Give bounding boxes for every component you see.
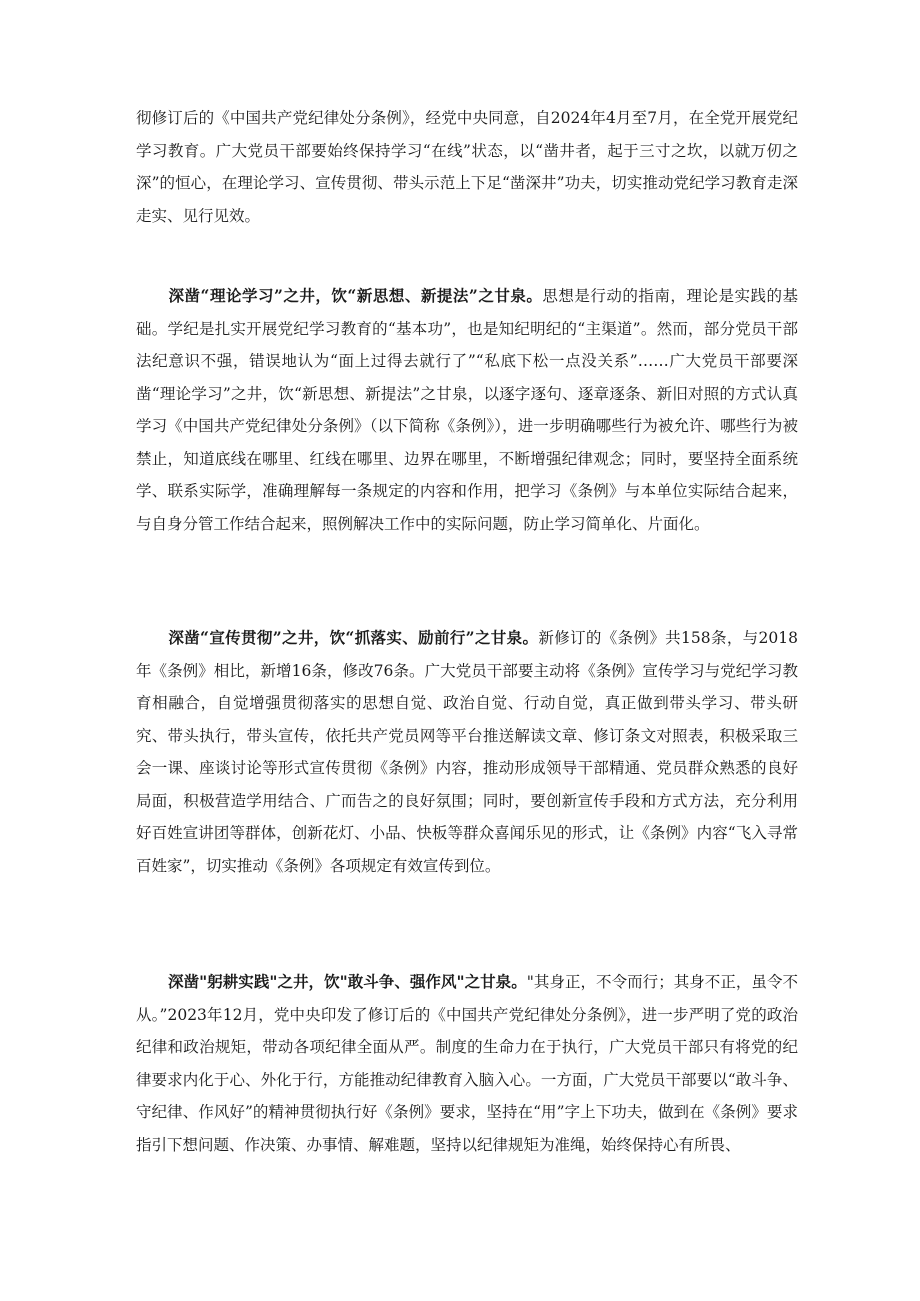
paragraph-text: 新修订的《条例》共158条，与2018年《条例》相比，新增16条，修改76条。广大党员干部要主动将《条例》宣传学习与党纪学习教育相融合，自觉增强贯彻落实的思想自觉、政治自觉、行动自觉，真正做到带头学习、带头研究、带头执行，带头宣传，依托共产党员网等平台推送解读文章、修订条文对照表，积极采取三会一课、座谈讨论等形式宣传贯彻《条例》内容，推动形成领导干部精通、党员群众熟悉的良好局面，积极营造学用结合、广而告之的良好氛围；同时，要创新宣传手段和方式方法，充分利用好百姓宣讲团等群体，创新花灯、小品、快板等群众喜闻乐见的形式，让《条例》内容“飞入寻常百姓家”，切实推动《条例》各项规定有效宣传到位。 (136, 629, 798, 875)
paragraph-intro (136, 102, 798, 232)
paragraph-publicity (136, 622, 798, 882)
paragraph-lead-heading: 深凿“理论学习”之井，饮“新思想、新提法”之甘泉。 (168, 286, 543, 305)
paragraph-text: 彻修订后的《中国共产党纪律处分条例》，经党中央同意，自2024年4月至7月，在全党开展党纪学习教育。广大党员干部要始终保持学习“在线”状态，以“凿井者，起于三寸之坎，以就万仞之深”的恒心，在理论学习、宣传贯彻、带头示范上下足“凿深井”功夫，切实推动党纪学习教育走深走实、见行见效。 (136, 109, 798, 225)
paragraph-text: 思想是行动的指南，理论是实践的基础。学纪是扎实开展党纪学习教育的“基本功”，也是知纪明纪的“主渠道”。然而，部分党员干部法纪意识不强，错误地认为“面上过得去就行了”“私底下松一点没关系”……广大党员干部要深凿“理论学习”之井，饮“新思想、新提法”之甘泉，以逐字逐句、逐章逐条、新旧对照的方式认真学习《中国共产党纪律处分条例》（以下简称《条例》），进一步明确哪些行为被允许、哪些行为被禁止，知道底线在哪里、红线在哪里、边界在哪里，不断增强纪律观念；同时，要坚持全面系统学、联系实际学，准确理解每一条规定的内容和作用，把学习《条例》与本单位实际结合起来，与自身分管工作结合起来，照例解决工作中的实际问题，防止学习简单化、片面化。 (136, 287, 798, 533)
paragraph-theory-study (136, 280, 798, 540)
paragraph-text: "其身正，不令而行；其身不正，虽令不从。”2023年12月，党中央印发了修订后的《中国共产党纪律处分条例》，进一步严明了党的政治纪律和政治规矩，带动各项纪律全面从严。制度的生命力在于执行，广大党员干部只有将党的纪律要求内化于心、外化于行，方能推动纪律教育入脑入心。一方面，广大党员干部要以“敢斗争、守纪律、作风好”的精神贯彻执行好《条例》要求，坚持在“用”字上下功夫，做到在《条例》要求指引下想问题、作决策、办事情、解难题，坚持以纪律规矩为准绳，始终保持心有所畏、 (136, 973, 798, 1154)
paragraph-lead-heading: 深凿“宣传贯彻”之井，饮“抓落实、励前行”之甘泉。 (168, 628, 539, 647)
paragraph-lead-heading: 深凿"躬耕实践"之井，饮"敢斗争、强作风"之甘泉。 (168, 972, 527, 991)
paragraph-practice (136, 966, 798, 1161)
